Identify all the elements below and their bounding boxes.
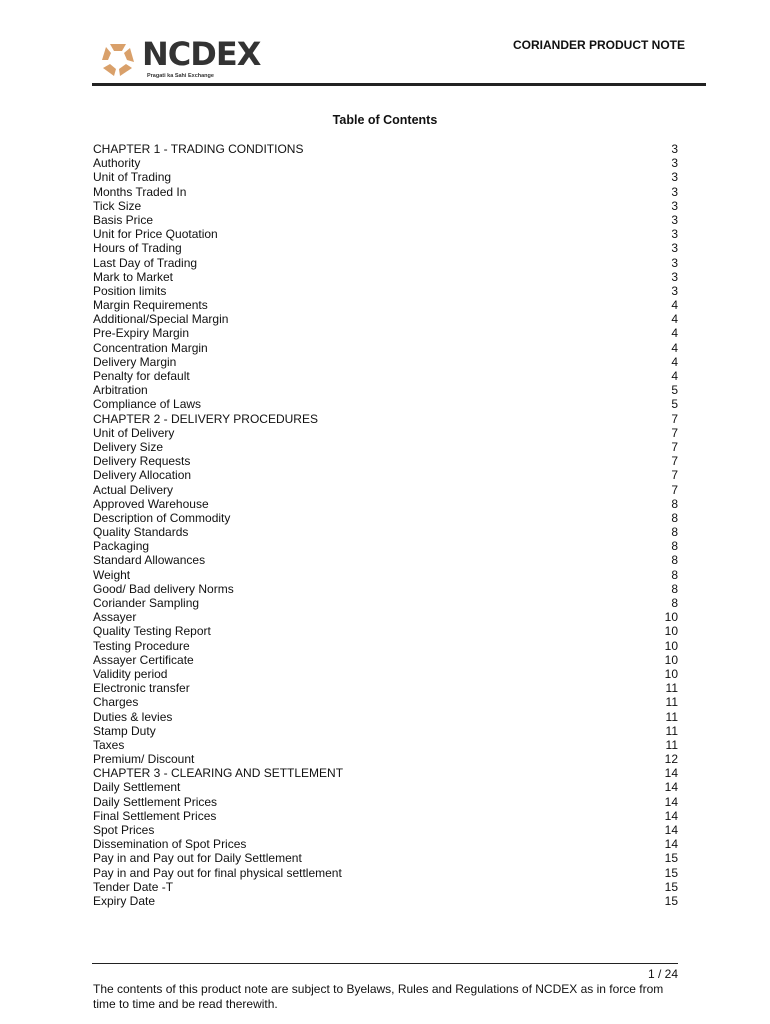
toc-entry-title: Final Settlement Prices bbox=[93, 808, 217, 823]
page-header bbox=[0, 0, 770, 90]
toc-entry[interactable] bbox=[93, 170, 678, 184]
toc-entry-page: 15 bbox=[664, 865, 678, 880]
toc-entry-page: 7 bbox=[671, 411, 678, 426]
toc-entry[interactable] bbox=[93, 185, 678, 199]
toc-entry[interactable] bbox=[93, 341, 678, 355]
toc-entry-page: 11 bbox=[665, 709, 678, 724]
toc-entry[interactable] bbox=[93, 213, 678, 227]
toc-entry-page: 7 bbox=[671, 454, 678, 469]
ncdex-logo bbox=[100, 35, 261, 86]
toc-entry[interactable] bbox=[93, 539, 678, 553]
header-divider bbox=[92, 83, 706, 86]
toc-entry[interactable] bbox=[93, 624, 678, 638]
toc-entry[interactable] bbox=[93, 326, 678, 340]
toc-entry[interactable] bbox=[93, 582, 678, 596]
toc-entry[interactable] bbox=[93, 795, 678, 809]
toc-entry-title: Hours of Trading bbox=[93, 241, 182, 256]
toc-entry[interactable] bbox=[93, 610, 678, 624]
logo-wordmark: NCDEX bbox=[142, 35, 261, 73]
toc-entry-title: Description of Commodity bbox=[93, 510, 231, 525]
toc-entry-page: 14 bbox=[664, 808, 678, 823]
toc-entry[interactable] bbox=[93, 780, 678, 794]
toc-entry-page: 3 bbox=[671, 283, 678, 298]
toc-entry-title: Quality Testing Report bbox=[93, 624, 211, 639]
toc-entry[interactable] bbox=[93, 468, 678, 482]
toc-entry-title: Charges bbox=[93, 695, 139, 710]
toc-entry[interactable] bbox=[93, 653, 678, 667]
toc-entry[interactable] bbox=[93, 639, 678, 653]
toc-entry-title: Coriander Sampling bbox=[93, 596, 200, 610]
toc-entry-title: Quality Standards bbox=[93, 525, 189, 540]
toc-entry-page: 7 bbox=[671, 482, 678, 497]
toc-entry-title: Months Traded In bbox=[93, 184, 187, 199]
toc-entry-title: Packaging bbox=[93, 539, 150, 554]
toc-entry[interactable] bbox=[93, 511, 678, 525]
toc-entry-page: 8 bbox=[671, 596, 678, 610]
toc-entry-page: 11 bbox=[665, 723, 678, 738]
toc-entry-title: Pay in and Pay out for final physical settlement bbox=[93, 865, 342, 880]
toc-entry[interactable] bbox=[93, 483, 678, 497]
toc-entry-page: 7 bbox=[671, 425, 678, 440]
toc-entry-page: 3 bbox=[671, 212, 678, 227]
toc-entry-title: Unit of Trading bbox=[93, 170, 172, 185]
toc-entry-page: 14 bbox=[664, 823, 678, 837]
toc-entry[interactable] bbox=[93, 227, 678, 241]
toc-entry-title: Assayer bbox=[93, 610, 137, 625]
toc-entry-page: 4 bbox=[671, 326, 678, 341]
toc-entry-title: Electronic transfer bbox=[93, 681, 190, 696]
toc-entry-title: Mark to Market bbox=[93, 269, 174, 284]
toc-entry-title: Penalty for default bbox=[93, 369, 190, 383]
toc-entry-title: Position limits bbox=[93, 283, 167, 298]
toc-entry-title: Weight bbox=[93, 567, 131, 582]
toc-entry[interactable] bbox=[93, 142, 678, 156]
toc-entry-title: Standard Allowances bbox=[93, 553, 206, 568]
toc-entry-page: 4 bbox=[671, 369, 678, 383]
toc-entry-page: 7 bbox=[671, 468, 678, 483]
toc-entry[interactable] bbox=[93, 284, 678, 298]
toc-entry-title: Tick Size bbox=[93, 198, 142, 213]
toc-entry-title: Testing Procedure bbox=[93, 638, 190, 653]
toc-entry-title: Delivery Requests bbox=[93, 454, 191, 469]
toc-entry-title: Arbitration bbox=[93, 383, 148, 398]
toc-entry-page: 12 bbox=[664, 752, 678, 767]
toc-entry-page: 5 bbox=[671, 397, 678, 412]
toc-entry[interactable] bbox=[93, 397, 678, 411]
toc-entry-page: 8 bbox=[671, 496, 678, 511]
toc-entry-page: 3 bbox=[671, 227, 678, 242]
toc-entry-title: Premium/ Discount bbox=[93, 752, 195, 767]
toc-entry[interactable] bbox=[93, 809, 678, 823]
toc-entry-page: 3 bbox=[671, 184, 678, 199]
ncdex-logo-icon bbox=[100, 42, 136, 78]
toc-entry-page: 8 bbox=[671, 553, 678, 568]
toc-entry-page: 7 bbox=[671, 439, 678, 454]
toc-entry[interactable] bbox=[93, 298, 678, 312]
toc-entry-title: Stamp Duty bbox=[93, 723, 156, 738]
toc-entry-title: Delivery Allocation bbox=[93, 468, 192, 483]
toc-entry[interactable] bbox=[93, 596, 678, 610]
toc-entry[interactable] bbox=[93, 695, 678, 709]
toc-entry-title: Pre-Expiry Margin bbox=[93, 326, 190, 341]
toc-entry-page: 5 bbox=[671, 383, 678, 398]
toc-entry-page: 10 bbox=[664, 666, 678, 681]
toc-entry[interactable] bbox=[93, 766, 678, 780]
toc-entry-title: Good/ Bad delivery Norms bbox=[93, 581, 234, 596]
toc-entry-page: 3 bbox=[671, 269, 678, 284]
toc-entry[interactable] bbox=[93, 383, 678, 397]
toc-entry[interactable] bbox=[93, 866, 678, 880]
toc-entry[interactable] bbox=[93, 256, 678, 270]
toc-entry-title: Basis Price bbox=[93, 212, 154, 227]
toc-entry-page: 8 bbox=[671, 525, 678, 540]
toc-entry[interactable] bbox=[93, 497, 678, 511]
toc-entry-title: Additional/Special Margin bbox=[93, 312, 229, 327]
toc-entry-page: 8 bbox=[671, 539, 678, 554]
toc-entry-page: 3 bbox=[671, 170, 678, 185]
footer-divider bbox=[92, 963, 678, 964]
toc-entry[interactable] bbox=[93, 568, 678, 582]
table-of-contents bbox=[93, 142, 678, 908]
toc-entry-title: Actual Delivery bbox=[93, 482, 174, 497]
toc-entry-page: 14 bbox=[664, 766, 678, 781]
toc-entry-title: Duties & levies bbox=[93, 709, 173, 724]
toc-entry-page: 4 bbox=[671, 340, 678, 355]
footer-disclaimer: The contents of this product note are subject to Byelaws, Rules and Regulations of NCDEX as in force from time to time and be read therewith. bbox=[93, 982, 664, 1011]
toc-entry-page: 8 bbox=[671, 581, 678, 596]
toc-entry-title: Last Day of Trading bbox=[93, 255, 198, 270]
toc-entry[interactable] bbox=[93, 454, 678, 468]
toc-entry[interactable] bbox=[93, 412, 678, 426]
toc-entry-title: Compliance of Laws bbox=[93, 397, 202, 412]
toc-entry[interactable] bbox=[93, 355, 678, 369]
toc-entry-title: Validity period bbox=[93, 666, 168, 681]
toc-entry-title: CHAPTER 2 - DELIVERY PROCEDURES bbox=[93, 411, 318, 426]
toc-entry[interactable] bbox=[93, 667, 678, 681]
toc-entry-page: 4 bbox=[671, 354, 678, 369]
toc-entry[interactable] bbox=[93, 837, 678, 851]
toc-entry-page: 15 bbox=[664, 851, 678, 866]
toc-entry[interactable] bbox=[93, 880, 678, 894]
toc-entry-title: Delivery Size bbox=[93, 439, 164, 454]
toc-entry-page: 8 bbox=[671, 510, 678, 525]
toc-entry-page: 3 bbox=[671, 156, 678, 171]
toc-entry-page: 11 bbox=[665, 737, 678, 752]
toc-entry-title: Spot Prices bbox=[93, 823, 155, 837]
toc-entry-page: 11 bbox=[665, 681, 678, 696]
toc-entry-page: 14 bbox=[664, 837, 678, 852]
toc-entry[interactable] bbox=[93, 440, 678, 454]
toc-entry[interactable] bbox=[93, 553, 678, 567]
toc-entry[interactable] bbox=[93, 369, 678, 383]
page-number: 1 / 24 bbox=[647, 967, 678, 981]
document-title: CORIANDER PRODUCT NOTE bbox=[512, 38, 685, 52]
toc-entry[interactable] bbox=[93, 894, 678, 908]
toc-entry-title: CHAPTER 3 - CLEARING AND SETTLEMENT bbox=[93, 766, 344, 781]
toc-entry-page: 14 bbox=[664, 794, 678, 809]
toc-entry[interactable] bbox=[93, 199, 678, 213]
toc-entry-title: CHAPTER 1 - TRADING CONDITIONS bbox=[93, 142, 304, 156]
toc-entry-page: 3 bbox=[671, 198, 678, 213]
toc-entry[interactable] bbox=[93, 851, 678, 865]
toc-entry[interactable] bbox=[93, 270, 678, 284]
toc-entry-title: Unit of Delivery bbox=[93, 425, 175, 440]
toc-entry[interactable] bbox=[93, 525, 678, 539]
toc-entry[interactable] bbox=[93, 426, 678, 440]
toc-entry-page: 11 bbox=[665, 695, 678, 710]
toc-entry-page: 10 bbox=[664, 638, 678, 653]
toc-entry[interactable] bbox=[93, 710, 678, 724]
toc-entry-page: 3 bbox=[671, 142, 678, 156]
toc-entry[interactable] bbox=[93, 752, 678, 766]
toc-entry-page: 10 bbox=[664, 624, 678, 639]
toc-entry[interactable] bbox=[93, 156, 678, 170]
toc-entry-title: Tender Date -T bbox=[93, 879, 174, 894]
toc-entry-page: 15 bbox=[664, 879, 678, 894]
toc-entry-title: Expiry Date bbox=[93, 893, 156, 908]
toc-entry-page: 4 bbox=[671, 312, 678, 327]
toc-entry-title: Daily Settlement bbox=[93, 780, 181, 795]
toc-entry-title: Daily Settlement Prices bbox=[93, 794, 218, 809]
toc-entry-title: Concentration Margin bbox=[93, 340, 208, 355]
toc-entry[interactable] bbox=[93, 724, 678, 738]
logo-tagline: Pragati ka Sahi Exchange bbox=[147, 73, 214, 79]
toc-entry-title: Delivery Margin bbox=[93, 354, 177, 369]
toc-entry[interactable] bbox=[93, 823, 678, 837]
toc-entry-title: Assayer Certificate bbox=[93, 652, 194, 667]
toc-entry-page: 15 bbox=[664, 893, 678, 908]
toc-entry-page: 8 bbox=[671, 567, 678, 582]
toc-entry[interactable] bbox=[93, 681, 678, 695]
toc-entry-page: 14 bbox=[664, 780, 678, 795]
toc-entry-title: Approved Warehouse bbox=[93, 496, 209, 511]
toc-entry[interactable] bbox=[93, 738, 678, 752]
toc-entry-title: Dissemination of Spot Prices bbox=[93, 837, 247, 852]
toc-entry-title: Unit for Price Quotation bbox=[93, 227, 218, 242]
toc-heading: Table of Contents bbox=[332, 113, 438, 127]
toc-entry-title: Pay in and Pay out for Daily Settlement bbox=[93, 851, 302, 866]
toc-entry-page: 3 bbox=[671, 241, 678, 256]
toc-entry-title: Margin Requirements bbox=[93, 298, 208, 313]
toc-entry-title: Taxes bbox=[93, 737, 125, 752]
toc-entry[interactable] bbox=[93, 312, 678, 326]
toc-entry-title: Authority bbox=[93, 156, 141, 171]
toc-entry-page: 10 bbox=[664, 610, 678, 625]
toc-entry-page: 4 bbox=[671, 298, 678, 313]
toc-entry-page: 3 bbox=[671, 255, 678, 270]
toc-entry[interactable] bbox=[93, 241, 678, 255]
toc-entry-page: 10 bbox=[664, 652, 678, 667]
